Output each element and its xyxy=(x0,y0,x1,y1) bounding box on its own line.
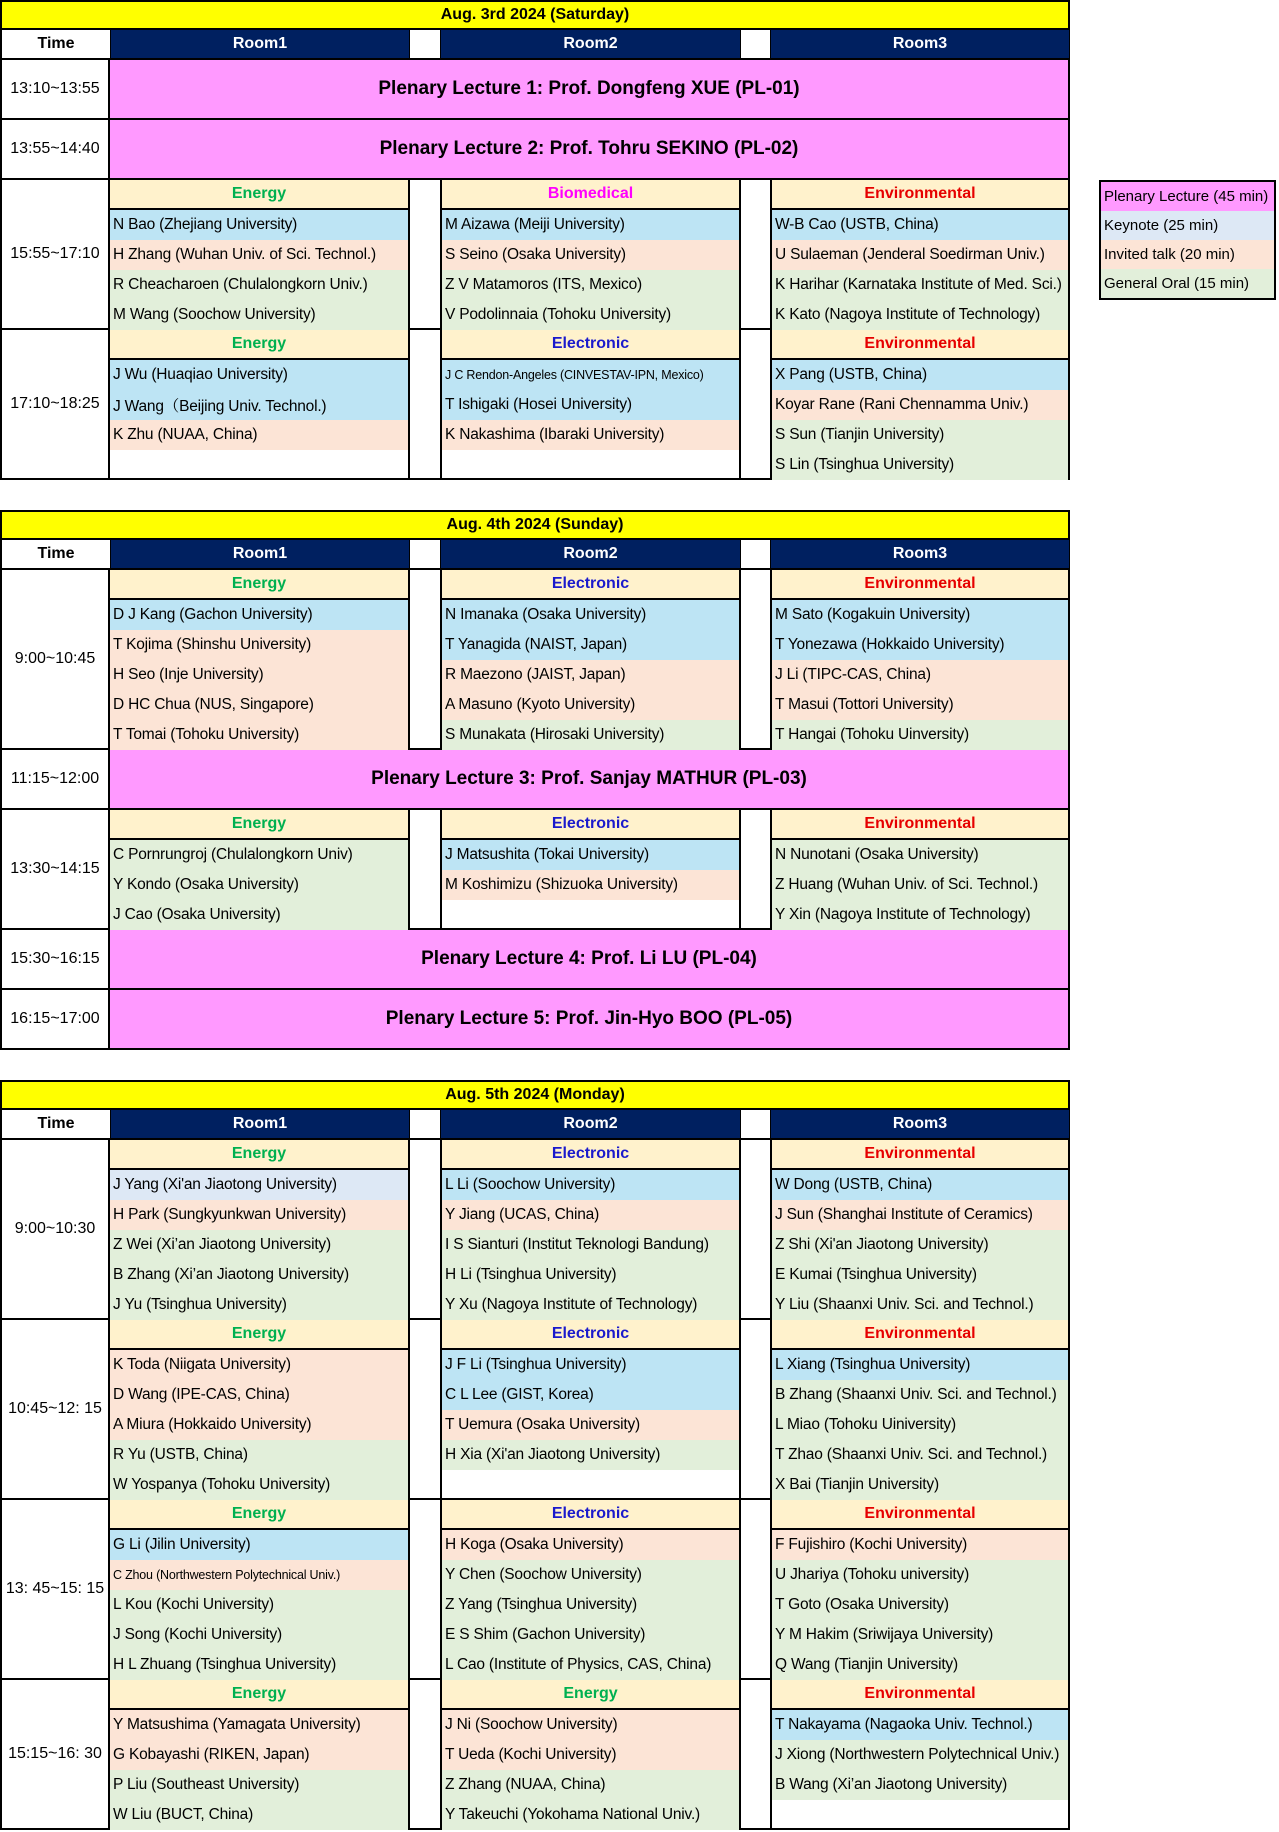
time-slot: 16:15~17:00 xyxy=(0,990,110,1050)
room-session xyxy=(770,1680,1070,1830)
track-header: Energy xyxy=(110,330,408,360)
room-session xyxy=(440,330,741,480)
column-gap xyxy=(741,180,770,330)
day-schedule xyxy=(0,0,1070,480)
room-session xyxy=(110,1140,410,1320)
talk-keynote: W Dong (USTB, China) xyxy=(772,1170,1068,1200)
talk-oral: S Lin (Tsinghua University) xyxy=(772,450,1068,480)
talk-oral: Z Zhang (NUAA, China) xyxy=(442,1770,739,1800)
room-session xyxy=(440,810,741,930)
day-title: Aug. 5th 2024 (Monday) xyxy=(0,1080,1070,1110)
time-slot: 13:10~13:55 xyxy=(0,60,110,120)
talk-keynote: J Matsushita (Tokai University) xyxy=(442,840,739,870)
track-header: Environmental xyxy=(772,570,1068,600)
room-session xyxy=(110,810,410,930)
day-title: Aug. 3rd 2024 (Saturday) xyxy=(0,0,1070,30)
column-gap xyxy=(410,180,440,330)
talk-invited: H Zhang (Wuhan Univ. of Sci. Technol.) xyxy=(110,240,408,270)
room-header-3: Room3 xyxy=(770,1110,1070,1140)
track-header: Environmental xyxy=(772,330,1068,360)
talk-invited: T Tomai (Tohoku University) xyxy=(110,720,408,750)
room-session xyxy=(440,180,741,330)
room-header-1: Room1 xyxy=(110,540,410,570)
talk-invited: M Koshimizu (Shizuoka University) xyxy=(442,870,739,900)
talk-keynote: X Pang (USTB, China) xyxy=(772,360,1068,390)
talk-oral: T Zhao (Shaanxi Univ. Sci. and Technol.) xyxy=(772,1440,1068,1470)
column-gap xyxy=(410,540,440,570)
column-gap xyxy=(410,1500,440,1680)
talk-keynote: J Wu (Huaqiao University) xyxy=(110,360,408,390)
talk-invited: F Fujishiro (Kochi University) xyxy=(772,1530,1068,1560)
time-slot: 13:30~14:15 xyxy=(0,810,110,930)
room-session xyxy=(110,1680,410,1830)
track-header: Biomedical xyxy=(442,180,739,210)
time-header: Time xyxy=(0,540,110,570)
talk-oral: L Cao (Institute of Physics, CAS, China) xyxy=(442,1650,739,1680)
talk-oral: Y Xin (Nagoya Institute of Technology) xyxy=(772,900,1068,930)
time-slot: 15:15~16: 30 xyxy=(0,1680,110,1830)
talk-oral: R Cheacharoen (Chulalongkorn Univ.) xyxy=(110,270,408,300)
track-header: Electronic xyxy=(442,1320,739,1350)
track-header: Energy xyxy=(110,1320,408,1350)
plenary-lecture: Plenary Lecture 2: Prof. Tohru SEKINO (PL-02) xyxy=(110,120,1070,180)
room-header-3: Room3 xyxy=(770,30,1070,60)
column-gap xyxy=(741,810,770,930)
room-session xyxy=(770,180,1070,330)
talk-invited: C Zhou (Northwestern Polytechnical Univ.) xyxy=(110,1560,408,1590)
room-header-1: Room1 xyxy=(110,30,410,60)
talk-oral: Y Takeuchi (Yokohama National Univ.) xyxy=(442,1800,739,1830)
column-gap xyxy=(741,570,770,750)
talk-oral: H Xia (Xi'an Jiaotong University) xyxy=(442,1440,739,1470)
talk-keynote: W-B Cao (USTB, China) xyxy=(772,210,1068,240)
talk-invited: H Seo (Inje University) xyxy=(110,660,408,690)
talk-oral: J Xiong (Northwestern Polytechnical Univ.) xyxy=(772,1740,1068,1770)
time-slot: 9:00~10:45 xyxy=(0,570,110,750)
talk-oral: Z Yang (Tsinghua University) xyxy=(442,1590,739,1620)
track-header: Environmental xyxy=(772,810,1068,840)
talk-oral: E S Shim (Gachon University) xyxy=(442,1620,739,1650)
talk-keynote: T Nakayama (Nagaoka Univ. Technol.) xyxy=(772,1710,1068,1740)
talk-invited: J Li (TIPC-CAS, China) xyxy=(772,660,1068,690)
time-slot: 10:45~12: 15 xyxy=(0,1320,110,1500)
talk-oral: U Jhariya (Tohoku university) xyxy=(772,1560,1068,1590)
track-header: Environmental xyxy=(772,1140,1068,1170)
room-session xyxy=(770,810,1070,930)
column-gap xyxy=(410,1140,440,1320)
talk-keynote: N Bao (Zhejiang University) xyxy=(110,210,408,240)
column-gap xyxy=(410,1320,440,1500)
talk-oral: Y Xu (Nagoya Institute of Technology) xyxy=(442,1290,739,1320)
talk-keynote: T Ishigaki (Hosei University) xyxy=(442,390,739,420)
track-header: Electronic xyxy=(442,1140,739,1170)
talk-oral: B Zhang (Shaanxi Univ. Sci. and Technol.) xyxy=(772,1380,1068,1410)
talk-invited: K Zhu (NUAA, China) xyxy=(110,420,408,450)
time-slot: 11:15~12:00 xyxy=(0,750,110,810)
track-header: Environmental xyxy=(772,180,1068,210)
track-header: Energy xyxy=(442,1680,739,1710)
room-session xyxy=(440,1500,741,1680)
track-header: Energy xyxy=(110,810,408,840)
talk-invited: T Ueda (Kochi University) xyxy=(442,1740,739,1770)
talk-oral: P Liu (Southeast University) xyxy=(110,1770,408,1800)
talk-oral: N Nunotani (Osaka University) xyxy=(772,840,1068,870)
time-slot: 13: 45~15: 15 xyxy=(0,1500,110,1680)
column-gap xyxy=(741,1320,770,1500)
talk-invited: Y Matsushima (Yamagata University) xyxy=(110,1710,408,1740)
room-session xyxy=(110,180,410,330)
track-header: Energy xyxy=(110,1500,408,1530)
track-header: Electronic xyxy=(442,1500,739,1530)
column-gap xyxy=(410,1110,440,1140)
column-gap xyxy=(741,1680,770,1830)
track-header: Electronic xyxy=(442,330,739,360)
talk-invited: D HC Chua (NUS, Singapore) xyxy=(110,690,408,720)
talk-oral: R Yu (USTB, China) xyxy=(110,1440,408,1470)
talk-oral: H L Zhuang (Tsinghua University) xyxy=(110,1650,408,1680)
talk-oral: S Munakata (Hirosaki University) xyxy=(442,720,739,750)
talk-invited: G Kobayashi (RIKEN, Japan) xyxy=(110,1740,408,1770)
talk-invited: A Masuno (Kyoto University) xyxy=(442,690,739,720)
talk-oral: B Zhang (Xi’an Jiaotong University) xyxy=(110,1260,408,1290)
talk-invited: H Koga (Osaka University) xyxy=(442,1530,739,1560)
track-header: Environmental xyxy=(772,1680,1068,1710)
room-session xyxy=(440,1140,741,1320)
talk-keynote: L Li (Soochow University) xyxy=(442,1170,739,1200)
talk-oral: J Cao (Osaka University) xyxy=(110,900,408,930)
room-session xyxy=(110,1320,410,1500)
room-session xyxy=(110,1500,410,1680)
talk-keynote: T Yanagida (NAIST, Japan) xyxy=(442,630,739,660)
legend-item-plenary: Plenary Lecture (45 min) xyxy=(1101,182,1274,211)
room-session xyxy=(770,1500,1070,1680)
talk-invited: D Wang (IPE-CAS, China) xyxy=(110,1380,408,1410)
room-header-2: Room2 xyxy=(440,540,741,570)
talk-oral: E Kumai (Tsinghua University) xyxy=(772,1260,1068,1290)
plenary-lecture: Plenary Lecture 4: Prof. Li LU (PL-04) xyxy=(110,930,1070,990)
talk-oral: K Harihar (Karnataka Institute of Med. Sci.) xyxy=(772,270,1068,300)
column-gap xyxy=(410,330,440,480)
talk-keynote: M Sato (Kogakuin University) xyxy=(772,600,1068,630)
talk-keynote: L Xiang (Tsinghua University) xyxy=(772,1350,1068,1380)
talk-invited: S Seino (Osaka University) xyxy=(442,240,739,270)
talk-oral: L Kou (Kochi University) xyxy=(110,1590,408,1620)
talk-oral: C Pornrungroj (Chulalongkorn Univ) xyxy=(110,840,408,870)
talk-invited: K Toda (Niigata University) xyxy=(110,1350,408,1380)
room-session xyxy=(770,1140,1070,1320)
talk-invited: Y Jiang (UCAS, China) xyxy=(442,1200,739,1230)
talk-invited: T Kojima (Shinshu University) xyxy=(110,630,408,660)
talk-oral: Z Wei (Xi’an Jiaotong University) xyxy=(110,1230,408,1260)
talk-oral: W Yospanya (Tohoku University) xyxy=(110,1470,408,1500)
time-header: Time xyxy=(0,30,110,60)
talk-invited: R Maezono (JAIST, Japan) xyxy=(442,660,739,690)
plenary-lecture: Plenary Lecture 3: Prof. Sanjay MATHUR (PL-03) xyxy=(110,750,1070,810)
talk-invited: T Masui (Tottori University) xyxy=(772,690,1068,720)
plenary-lecture: Plenary Lecture 5: Prof. Jin-Hyo BOO (PL-05) xyxy=(110,990,1070,1050)
room-header-1: Room1 xyxy=(110,1110,410,1140)
day-title: Aug. 4th 2024 (Sunday) xyxy=(0,510,1070,540)
talk-oral: Y Liu (Shaanxi Univ. Sci. and Technol.) xyxy=(772,1290,1068,1320)
talk-oral: Q Wang (Tianjin University) xyxy=(772,1650,1068,1680)
column-gap xyxy=(741,1110,770,1140)
time-header: Time xyxy=(0,1110,110,1140)
track-header: Environmental xyxy=(772,1320,1068,1350)
talk-keynote: J C Rendon-Angeles (CINVESTAV-IPN, Mexico) xyxy=(442,360,739,390)
room-session xyxy=(770,570,1070,750)
column-gap xyxy=(741,1140,770,1320)
talk-keynote: J Wang（Beijing Univ. Technol.) xyxy=(110,390,408,420)
room-header-2: Room2 xyxy=(440,30,741,60)
column-gap xyxy=(741,30,770,60)
talk-keynote_light: J Yang (Xi'an Jiaotong University) xyxy=(110,1170,408,1200)
talk-oral: Y Chen (Soochow University) xyxy=(442,1560,739,1590)
legend-item-keynote: Keynote (25 min) xyxy=(1101,211,1274,240)
talk-keynote: C L Lee (GIST, Korea) xyxy=(442,1380,739,1410)
talk-keynote: J F Li (Tsinghua University) xyxy=(442,1350,739,1380)
day-schedule xyxy=(0,510,1070,1050)
talk-oral: J Yu (Tsinghua University) xyxy=(110,1290,408,1320)
track-header: Energy xyxy=(110,180,408,210)
talk-oral: J Song (Kochi University) xyxy=(110,1620,408,1650)
room-session xyxy=(770,1320,1070,1500)
column-gap xyxy=(410,30,440,60)
talk-oral: Z Shi (Xi'an Jiaotong University) xyxy=(772,1230,1068,1260)
talk-oral: M Wang (Soochow University) xyxy=(110,300,408,330)
talk-oral: L Miao (Tohoku Uiniversity) xyxy=(772,1410,1068,1440)
room-session xyxy=(110,570,410,750)
time-slot: 15:30~16:15 xyxy=(0,930,110,990)
talk-invited: Koyar Rane (Rani Chennamma Univ.) xyxy=(772,390,1068,420)
talk-keynote: G Li (Jilin University) xyxy=(110,1530,408,1560)
talk-invited: H Park (Sungkyunkwan University) xyxy=(110,1200,408,1230)
room-session xyxy=(440,1320,741,1500)
time-slot: 17:10~18:25 xyxy=(0,330,110,480)
legend-item-oral: General Oral (15 min) xyxy=(1101,269,1274,298)
talk-oral: B Wang (Xi’an Jiaotong University) xyxy=(772,1770,1068,1800)
talk-oral: I S Sianturi (Institut Teknologi Bandung) xyxy=(442,1230,739,1260)
legend-item-invited: Invited talk (20 min) xyxy=(1101,240,1274,269)
talk-invited: J Ni (Soochow University) xyxy=(442,1710,739,1740)
room-header-2: Room2 xyxy=(440,1110,741,1140)
track-header: Environmental xyxy=(772,1500,1068,1530)
time-slot: 13:55~14:40 xyxy=(0,120,110,180)
talk-invited: T Uemura (Osaka University) xyxy=(442,1410,739,1440)
talk-oral: K Kato (Nagoya Institute of Technology) xyxy=(772,300,1068,330)
talk-invited: J Sun (Shanghai Institute of Ceramics) xyxy=(772,1200,1068,1230)
column-gap xyxy=(741,540,770,570)
talk-keynote: N Imanaka (Osaka University) xyxy=(442,600,739,630)
talk-oral: T Goto (Osaka University) xyxy=(772,1590,1068,1620)
track-header: Electronic xyxy=(442,570,739,600)
track-header: Electronic xyxy=(442,810,739,840)
talk-invited: K Nakashima (Ibaraki University) xyxy=(442,420,739,450)
day-schedule xyxy=(0,1080,1070,1830)
talk-invited: A Miura (Hokkaido University) xyxy=(110,1410,408,1440)
time-slot: 9:00~10:30 xyxy=(0,1140,110,1320)
talk-keynote: M Aizawa (Meiji University) xyxy=(442,210,739,240)
time-slot: 15:55~17:10 xyxy=(0,180,110,330)
talk-oral: T Hangai (Tohoku Uinversity) xyxy=(772,720,1068,750)
room-session xyxy=(440,570,741,750)
talk-oral: W Liu (BUCT, China) xyxy=(110,1800,408,1830)
talk-oral: Y M Hakim (Sriwijaya University) xyxy=(772,1620,1068,1650)
talk-oral: Y Kondo (Osaka University) xyxy=(110,870,408,900)
room-header-3: Room3 xyxy=(770,540,1070,570)
talk-oral: H Li (Tsinghua University) xyxy=(442,1260,739,1290)
talk-oral: Z V Matamoros (ITS, Mexico) xyxy=(442,270,739,300)
room-session xyxy=(770,330,1070,480)
legend xyxy=(1099,180,1276,300)
track-header: Energy xyxy=(110,570,408,600)
talk-oral: V Podolinnaia (Tohoku University) xyxy=(442,300,739,330)
track-header: Energy xyxy=(110,1680,408,1710)
column-gap xyxy=(410,570,440,750)
talk-keynote: T Yonezawa (Hokkaido University) xyxy=(772,630,1068,660)
column-gap xyxy=(410,1680,440,1830)
column-gap xyxy=(741,1500,770,1680)
room-session xyxy=(440,1680,741,1830)
room-session xyxy=(110,330,410,480)
talk-oral: Z Huang (Wuhan Univ. of Sci. Technol.) xyxy=(772,870,1068,900)
talk-invited: U Sulaeman (Jenderal Soedirman Univ.) xyxy=(772,240,1068,270)
talk-keynote: D J Kang (Gachon University) xyxy=(110,600,408,630)
column-gap xyxy=(741,330,770,480)
column-gap xyxy=(410,810,440,930)
plenary-lecture: Plenary Lecture 1: Prof. Dongfeng XUE (PL-01) xyxy=(110,60,1070,120)
track-header: Energy xyxy=(110,1140,408,1170)
talk-oral: S Sun (Tianjin University) xyxy=(772,420,1068,450)
talk-oral: X Bai (Tianjin University) xyxy=(772,1470,1068,1500)
